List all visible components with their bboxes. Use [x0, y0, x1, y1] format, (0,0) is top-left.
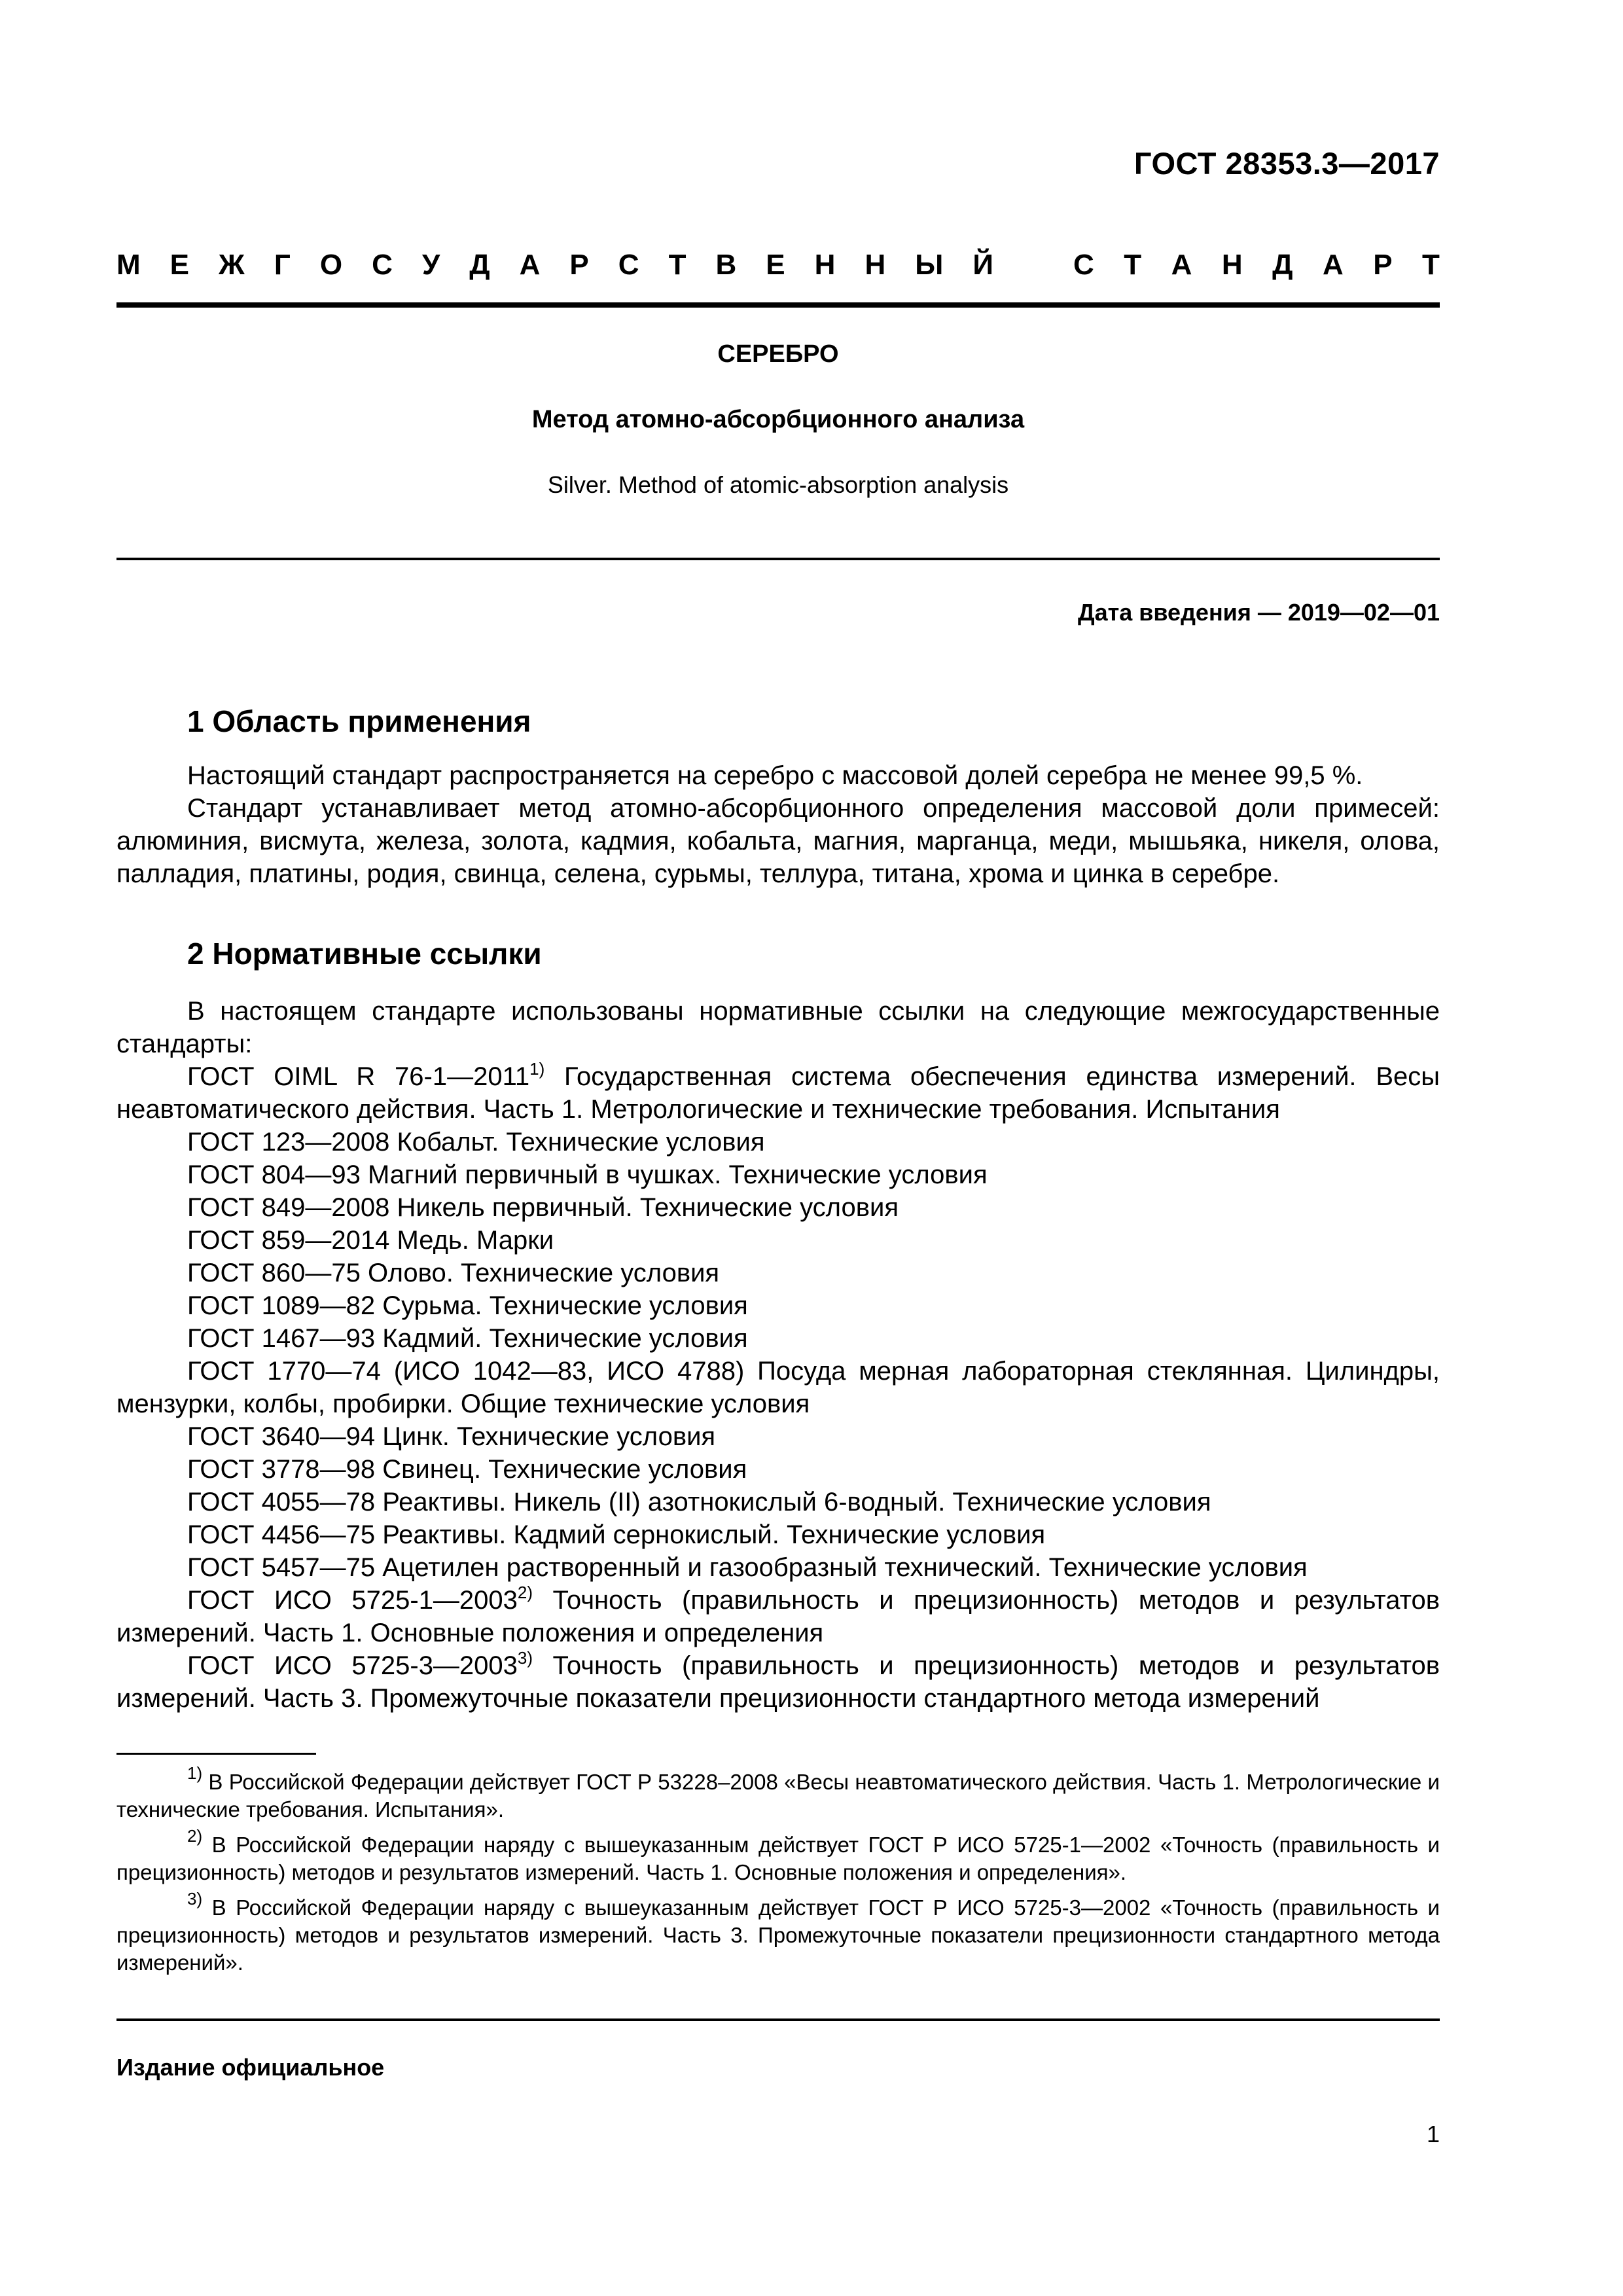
reference-item: ГОСТ 4055—78 Реактивы. Никель (II) азотнокислый 6-водный. Технические условия	[187, 1488, 1211, 1516]
footnote-marker: 1)	[187, 1763, 203, 1783]
reference-item: ГОСТ ИСО 5725-1—2003$^{2)}$ Точность (правильность и прецизионность) методов и результатов измерений. Часть 1. Основные положения и определения	[116, 1583, 1440, 1647]
reference-item: ГОСТ 849—2008 Никель первичный. Технические условия	[187, 1193, 899, 1222]
reference-item: ГОСТ 1089—82 Сурьма. Технические условия	[187, 1291, 748, 1320]
section-scope-body	[116, 759, 1440, 890]
page-number: 1	[1426, 2121, 1440, 2147]
paragraph: Стандарт устанавливает метод атомно-абсорбционного определения массовой доли примесей: алюминия, висмута, железа, золота, кадмия, кобальта, магния, марганца, меди, мышьяка, никеля, олова, палладия, платины, родия, свинца, селена, сурьмы, теллура, титана, хрома и цинка в серебре.	[116, 794, 1440, 888]
reference-item: ГОСТ 5457—75 Ацетилен растворенный и газообразный технический. Технические условия	[187, 1553, 1308, 1582]
header-divider	[116, 302, 1440, 308]
reference-item: ГОСТ 1770—74 (ИСО 1042—83, ИСО 4788) Посуда мерная лабораторная стеклянная. Цилиндры, мензурки, колбы, пробирки. Общие технические условия	[116, 1357, 1440, 1418]
interstate-word: М Е Ж Г О С У Д А Р С Т В Е Н Н Ы Й	[116, 249, 993, 281]
footnotes	[116, 1763, 1440, 1984]
section-heading-scope: 1 Область применения	[187, 704, 531, 738]
footnote: $^{3)}$ В Российской Федерации наряду с вышеуказанным действует ГОСТ Р ИСО 5725-3—2002 «Точность (правильность и прецизионность) методов и результатов измерений. Часть 3. Промежуточные показатели прецизионности стандартного метода измерений».	[116, 1889, 1440, 1975]
document-title: СЕРЕБРО	[717, 340, 839, 368]
introduction-date: Дата введения — 2019—02—01	[1077, 599, 1440, 626]
official-edition-label: Издание официальное	[116, 2054, 385, 2081]
footnote-marker: 1)	[529, 1059, 545, 1079]
reference-item: ГОСТ 4456—75 Реактивы. Кадмий сернокислый. Технические условия	[187, 1520, 1046, 1549]
footnote-marker: 2)	[187, 1826, 203, 1846]
interstate-standard-banner	[116, 249, 1440, 281]
document-subtitle: Метод атомно-абсорбционного анализа	[531, 406, 1025, 433]
footer-divider	[116, 2018, 1440, 2021]
reference-item: ГОСТ 1467—93 Кадмий. Технические условия	[187, 1324, 748, 1353]
reference-item: ГОСТ OIML R 76-1—2011$^{1)}$ Государственная система обеспечения единства измерений. Весы неавтоматического действия. Часть 1. Метрологические и технические требования. Испытания	[116, 1059, 1440, 1124]
footnote-separator	[116, 1753, 316, 1755]
reference-item: ГОСТ ИСО 5725-3—2003$^{3)}$ Точность (правильность и прецизионность) методов и результатов измерений. Часть 3. Промежуточные показатели прецизионности стандартного метода измерений	[116, 1648, 1440, 1713]
reference-item: ГОСТ 3640—94 Цинк. Технические условия	[187, 1422, 716, 1451]
footnote: $^{1)}$ В Российской Федерации действует ГОСТ Р 53228–2008 «Весы неавтоматического действия. Часть 1. Метрологические и технические требования. Испытания».	[116, 1763, 1440, 1821]
paragraph: В настоящем стандарте использованы нормативные ссылки на следующие межгосударственные стандарты:	[116, 997, 1440, 1058]
footnote-marker: 3)	[517, 1648, 533, 1668]
standard-word: С Т А Н Д А Р Т	[1073, 249, 1440, 281]
reference-item: ГОСТ 859—2014 Медь. Марки	[187, 1226, 554, 1255]
standard-code: ГОСТ 28353.3—2017	[1133, 146, 1440, 181]
reference-item: ГОСТ 3778—98 Свинец. Технические условия	[187, 1455, 747, 1484]
document-title-english: Silver. Method of atomic-absorption analysis	[547, 471, 1009, 498]
section-references-body	[116, 995, 1440, 1715]
title-divider	[116, 558, 1440, 560]
paragraph: Настоящий стандарт распространяется на серебро с массовой долей серебра не менее 99,5 %.	[187, 761, 1363, 790]
reference-item: ГОСТ 804—93 Магний первичный в чушках. Технические условия	[187, 1160, 988, 1189]
section-heading-references: 2 Нормативные ссылки	[187, 937, 542, 971]
reference-item: ГОСТ 860—75 Олово. Технические условия	[187, 1259, 720, 1287]
reference-item: ГОСТ 123—2008 Кобальт. Технические условия	[187, 1128, 765, 1157]
footnote-marker: 2)	[517, 1583, 533, 1602]
footnote-marker: 3)	[187, 1889, 203, 1909]
footnote: $^{2)}$ В Российской Федерации наряду с вышеуказанным действует ГОСТ Р ИСО 5725-1—2002 «Точность (правильность и прецизионность) методов и результатов измерений. Часть 1. Основные положения и определения».	[116, 1826, 1440, 1884]
